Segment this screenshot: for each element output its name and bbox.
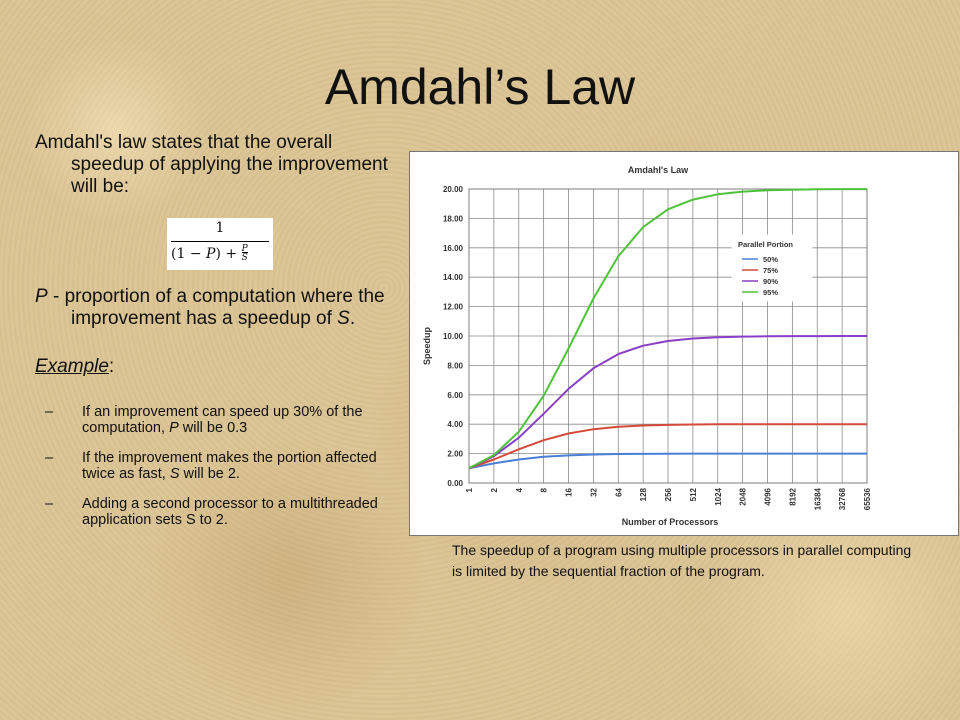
- bullet-text: Adding a second processor to a multithreaded application sets S to 2.: [82, 496, 378, 528]
- formula-frac-den: S: [241, 253, 248, 263]
- bullet-dash: –: [45, 496, 54, 512]
- bullet-dash: –: [45, 450, 54, 466]
- y-tick-label: 6.00: [447, 390, 463, 400]
- bullet-var: S: [169, 466, 180, 482]
- x-tick-label: 64: [614, 488, 624, 497]
- y-tick-label: 18.00: [442, 214, 463, 224]
- x-tick-label: 256: [664, 488, 673, 502]
- x-tick-label: 1024: [713, 488, 723, 506]
- bullet-var: P: [169, 420, 179, 436]
- x-tick-label: 16: [564, 488, 574, 497]
- intro-text: Amdahl's law states that the overall speedup of applying the improvement will be:: [35, 132, 388, 197]
- y-tick-label: 14.00: [442, 273, 463, 283]
- y-axis-label: Speedup: [422, 326, 432, 366]
- formula-numerator: 1: [215, 220, 225, 236]
- example-colon: :: [108, 356, 115, 377]
- left-column: [35, 132, 395, 542]
- legend-title: Parallel Portion: [738, 240, 794, 249]
- definition-text-a: - proportion of a computation where the improvement has a speedup of: [47, 286, 385, 329]
- x-tick-label: 2048: [738, 488, 748, 506]
- legend-label: 50%: [763, 255, 779, 264]
- y-tick-label: 0.00: [447, 479, 463, 488]
- x-tick-label: 128: [639, 488, 649, 502]
- bullet-text-tail: will be 2.: [179, 466, 240, 482]
- x-tick-label: 4: [514, 488, 524, 493]
- x-tick-label: 32: [589, 488, 599, 497]
- bullet-dash: –: [45, 404, 54, 420]
- x-tick-label: 32768: [838, 488, 848, 511]
- x-tick-label: 512: [688, 488, 698, 502]
- chart-caption: The speedup of a program using multiple processors in parallel computing is limited by the sequential fraction of the program.: [452, 542, 912, 579]
- x-tick-label: 8: [539, 488, 549, 493]
- legend-label: 90%: [763, 277, 779, 286]
- bullet-text: If an improvement can speed up 30% of the computation,: [82, 404, 363, 436]
- bullet-text-tail: will be 0.3: [178, 420, 248, 436]
- amdahl-chart: [409, 151, 959, 536]
- formula-plus: +: [225, 246, 238, 262]
- x-tick-label: 16384: [813, 488, 823, 511]
- slide-title: Amdahl’s Law: [324, 59, 636, 115]
- x-tick-label: 4096: [763, 488, 773, 506]
- bullet-item: [35, 496, 395, 528]
- chart-title: Amdahl's Law: [627, 165, 689, 175]
- definition-text-b: .: [349, 308, 356, 329]
- bullet-text: If the improvement makes the portion affected twice as fast,: [82, 450, 377, 482]
- bullet-item: [35, 450, 395, 482]
- x-axis-label: Number of Processors: [621, 517, 719, 527]
- formula-fraction: [242, 245, 248, 263]
- x-tick-label: 65536: [863, 488, 872, 511]
- y-tick-label: 20.00: [442, 185, 463, 194]
- y-tick-label: 4.00: [447, 420, 463, 430]
- example-label: Example: [35, 356, 109, 377]
- formula-bar: [171, 241, 269, 242]
- x-tick-label: 1: [465, 488, 474, 493]
- example-heading: [35, 356, 395, 378]
- legend-label: 75%: [763, 266, 779, 275]
- bullet-item: [35, 404, 395, 436]
- definition-var2: S: [337, 308, 350, 329]
- x-tick-label: 2: [489, 488, 499, 493]
- formula-frac-num: P: [241, 244, 248, 254]
- chart-svg: [410, 152, 958, 535]
- example-bullets: [35, 404, 395, 528]
- y-tick-label: 10.00: [442, 332, 463, 341]
- y-tick-label: 8.00: [447, 361, 463, 371]
- y-tick-label: 2.00: [447, 449, 463, 459]
- y-tick-label: 16.00: [442, 243, 463, 253]
- formula-p: P: [206, 246, 216, 262]
- definition-var: P: [35, 286, 48, 307]
- formula-one: 1: [176, 246, 186, 262]
- y-tick-label: 12.00: [442, 302, 463, 312]
- definition-text: [35, 286, 395, 330]
- legend-label: 95%: [763, 288, 779, 297]
- formula-minus: −: [189, 246, 202, 262]
- amdahl-formula: [167, 218, 273, 270]
- x-tick-label: 8192: [788, 488, 798, 506]
- formula-denominator: $(1 - P) + \frac{P}{S}$: [171, 244, 248, 263]
